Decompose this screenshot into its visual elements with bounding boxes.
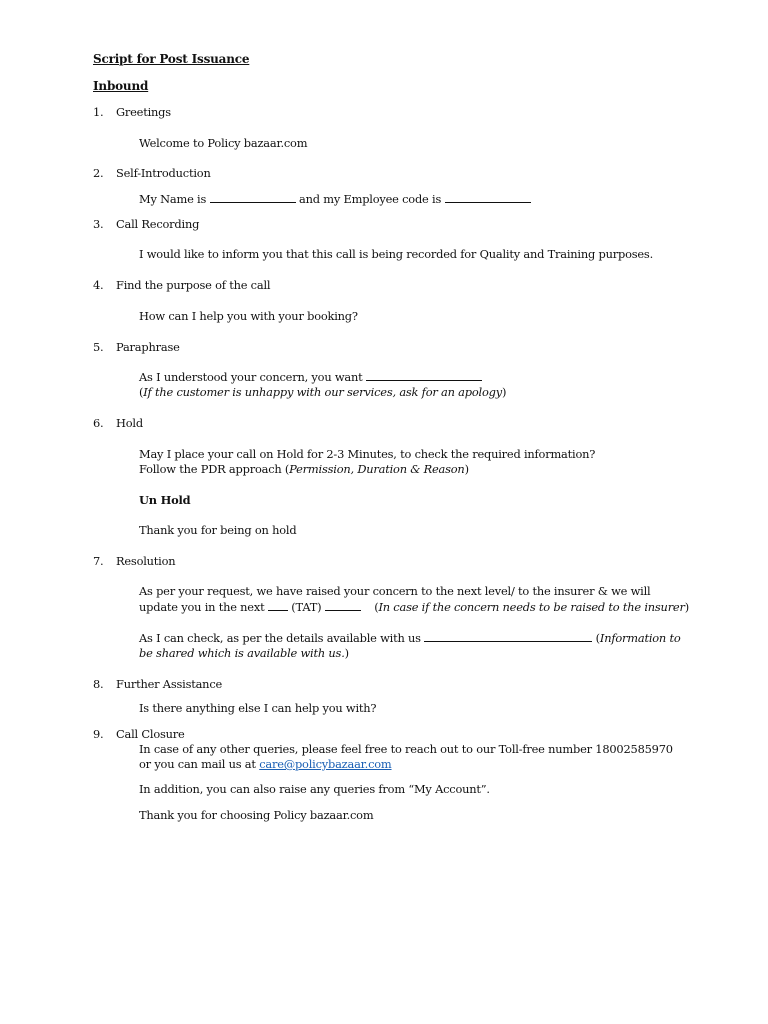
further-line: Is there anything else I can help you with?	[139, 701, 377, 715]
item-label: Find the purpose of the call	[116, 278, 271, 292]
unhold-heading: Un Hold	[139, 493, 191, 507]
call-recording-line: I would like to inform you that this call is being recorded for Quality and Training purposes.	[139, 247, 653, 261]
document-title: Script for Post Issuance	[93, 52, 250, 66]
item-number: 5.	[93, 340, 104, 354]
hold-line-2	[139, 462, 469, 476]
information-note: Information to	[599, 631, 681, 645]
item-label: Hold	[116, 416, 143, 430]
mail-prefix: or you can mail us at	[139, 757, 256, 771]
information-note-cont: be shared which is available with us.	[139, 646, 345, 660]
unhold-line: Thank you for being on hold	[139, 523, 297, 537]
item-number: 6.	[93, 416, 104, 430]
resolution-line-2	[139, 600, 689, 614]
section-heading-inbound: Inbound	[93, 79, 149, 93]
item-label: Paraphrase	[116, 340, 180, 354]
tat-value-blank	[325, 600, 361, 611]
item-number: 7.	[93, 554, 104, 568]
paren-close: )	[684, 600, 689, 614]
paren-close: )	[344, 646, 349, 660]
apology-note: If the customer is unhappy with our services, ask for an apology	[143, 385, 502, 399]
paraphrase-line	[139, 370, 482, 384]
resolution-line-3	[139, 631, 681, 645]
item-number: 2.	[93, 166, 104, 180]
item-label: Resolution	[116, 554, 176, 568]
closure-line-3: In addition, you can also raise any queries from “My Account”.	[139, 782, 490, 796]
item-number: 8.	[93, 677, 104, 691]
tat-prefix: update you in the next	[139, 600, 265, 614]
hold-line-1: May I place your call on Hold for 2-3 Minutes, to check the required information?	[139, 447, 596, 461]
item-label: Self-Introduction	[116, 166, 211, 180]
item-number: 3.	[93, 217, 104, 231]
pdr-prefix: Follow the PDR approach (	[139, 462, 290, 476]
paren-close: )	[464, 462, 469, 476]
paren-close: )	[501, 385, 507, 399]
item-label: Further Assistance	[116, 677, 223, 691]
employee-code-blank	[445, 192, 531, 203]
self-intro-part2: and my Employee code is	[298, 192, 442, 206]
concern-blank	[366, 370, 482, 381]
closure-line-4: Thank you for choosing Policy bazaar.com	[139, 808, 374, 822]
self-intro-part1: My Name is	[139, 192, 207, 206]
closure-line-2	[139, 757, 392, 771]
item-label: Greetings	[116, 105, 171, 119]
tat-blank	[268, 600, 288, 611]
details-blank	[424, 631, 592, 642]
name-blank	[210, 192, 296, 203]
item-number: 1.	[93, 105, 104, 119]
item-label: Call Closure	[116, 727, 185, 741]
resolution-line-1: As per your request, we have raised your concern to the next level/ to the insurer & we will	[139, 584, 651, 598]
details-prefix: As I can check, as per the details available with us	[139, 631, 421, 645]
paraphrase-note	[139, 385, 506, 399]
item-number: 9.	[93, 727, 104, 741]
tat-label: (TAT)	[291, 600, 322, 614]
paren-open: (	[595, 631, 600, 645]
closure-line-1: In case of any other queries, please feel free to reach out to our Toll-free number 18002585970	[139, 742, 673, 756]
email-link[interactable]: care@policybazaar.com	[259, 757, 392, 771]
paren-open: (	[139, 385, 144, 399]
greeting-line: Welcome to Policy bazaar.com	[139, 136, 308, 150]
resolution-line-4	[139, 646, 349, 660]
self-intro-line	[139, 192, 531, 206]
item-number: 4.	[93, 278, 104, 292]
purpose-line: How can I help you with your booking?	[139, 309, 358, 323]
item-label: Call Recording	[116, 217, 200, 231]
paraphrase-text: As I understood your concern, you want	[139, 370, 363, 384]
paren-open: (	[374, 600, 379, 614]
insurer-note: In case if the concern needs to be raised to the insurer	[378, 600, 685, 614]
pdr-approach: Permission, Duration & Reason	[289, 462, 465, 476]
